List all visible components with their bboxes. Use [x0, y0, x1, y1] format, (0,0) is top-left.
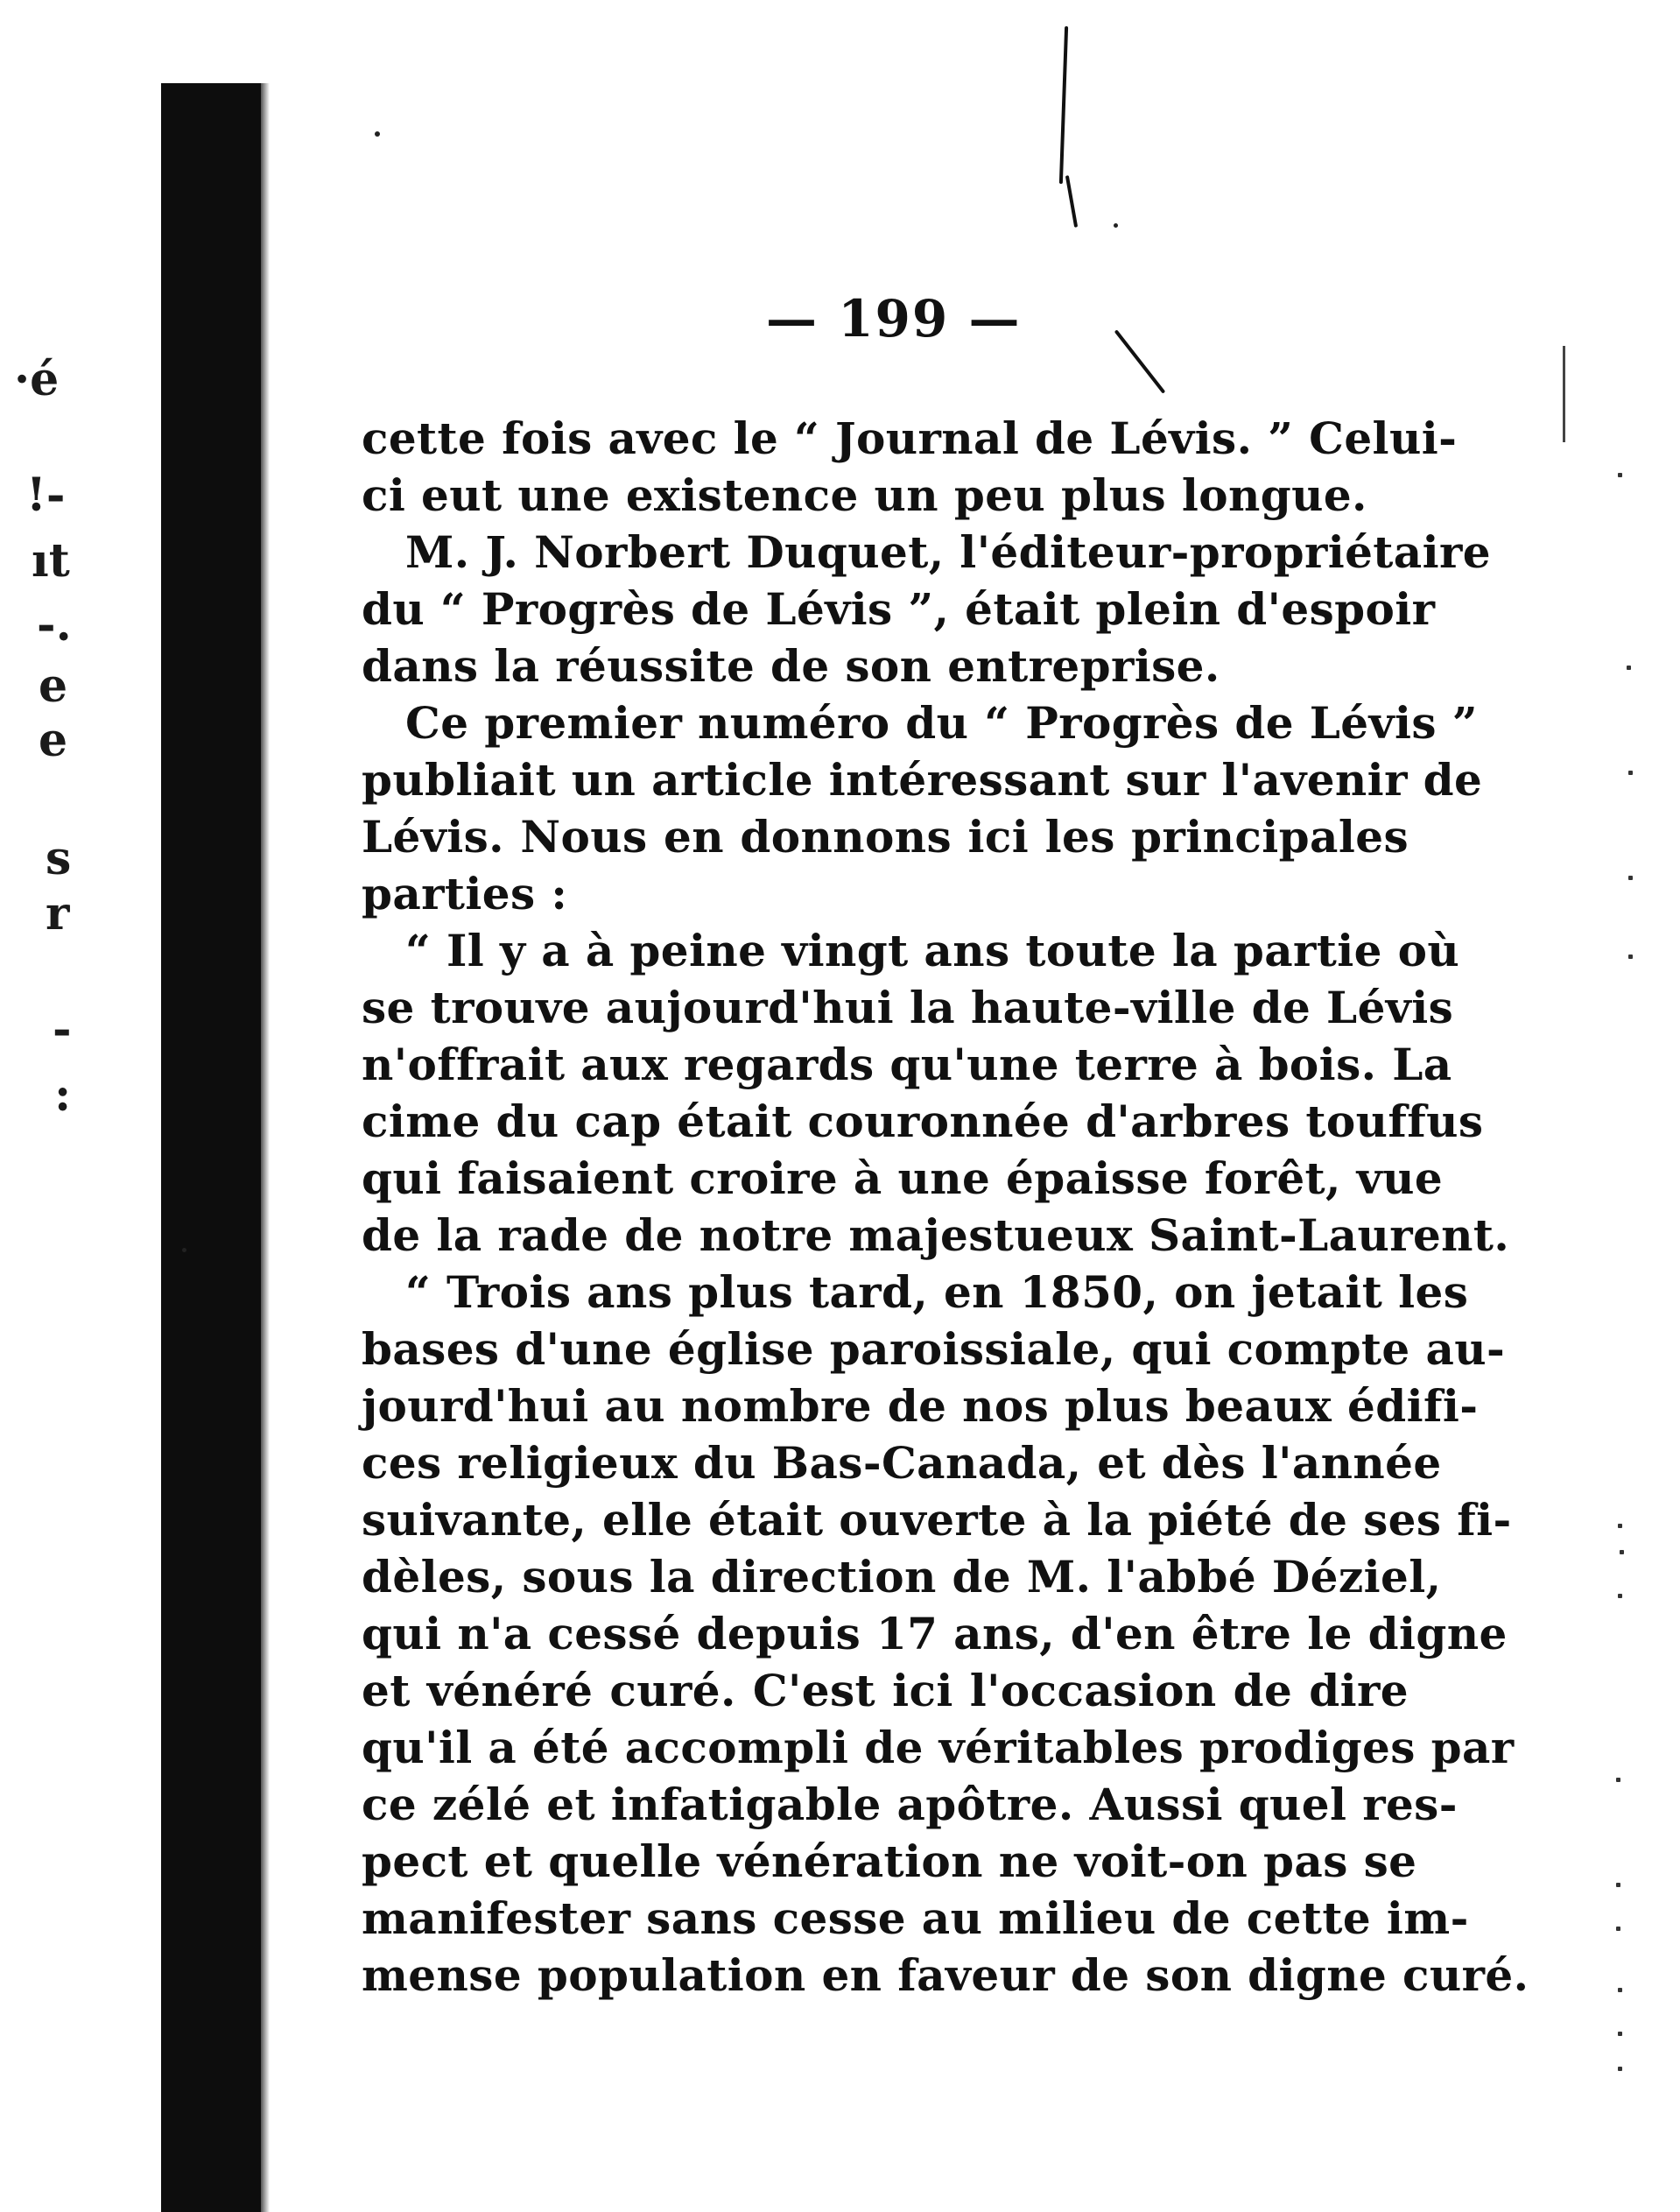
- text-line: suivante, elle était ouverte à la piété de ses fi-: [362, 1494, 1512, 1546]
- binding-shadow: [161, 83, 261, 2212]
- margin-fragment: e: [39, 659, 68, 713]
- margin-fragment: e: [39, 714, 68, 767]
- text-line: dans la réussite de son entreprise.: [362, 640, 1220, 692]
- text-line: qui n'a cessé depuis 17 ans, d'en être le digne: [362, 1608, 1508, 1659]
- text-line: parties :: [362, 868, 568, 919]
- text-line: manifester sans cesse au milieu de cette im-: [362, 1892, 1469, 1944]
- edge-artifact: [1616, 1883, 1620, 1887]
- ink-stroke: [1059, 26, 1068, 184]
- text-line: ce zélé et infatigable apôtre. Aussi quel res-: [362, 1779, 1458, 1830]
- margin-fragment: ıt: [32, 534, 70, 588]
- margin-fragment: !-: [26, 468, 66, 522]
- body-text: [362, 410, 1529, 2004]
- text-line: cime du cap était couronnée d'arbres touffus: [362, 1095, 1484, 1147]
- text-line: M. J. Norbert Duquet, l'éditeur-propriétaire: [405, 526, 1491, 578]
- edge-artifact: [1618, 1988, 1622, 1992]
- text-line: du “ Progrès de Lévis ”, était plein d'espoir: [362, 583, 1436, 635]
- edge-artifact: [1616, 1778, 1620, 1782]
- text-line: publiait un article intéressant sur l'avenir de: [362, 754, 1483, 806]
- edge-artifact: [1620, 1550, 1624, 1554]
- edge-artifact: [1628, 955, 1633, 959]
- margin-fragment: -.: [37, 598, 72, 652]
- text-line: mense population en faveur de son digne curé.: [362, 1949, 1529, 2001]
- text-line: Lévis. Nous en donnons ici les principales: [362, 811, 1409, 863]
- text-line: bases d'une église paroissiale, qui compte au-: [362, 1323, 1506, 1375]
- text-line: et vénéré curé. C'est ici l'occasion de dire: [362, 1665, 1409, 1716]
- paper-speck: [1114, 223, 1118, 228]
- text-line: jourd'hui au nombre de nos plus beaux édifi-: [362, 1380, 1479, 1432]
- text-line: Ce premier numéro du “ Progrès de Lévis ”: [405, 697, 1478, 749]
- text-line: qu'il a été accompli de véritables prodiges par: [362, 1722, 1515, 1773]
- edge-artifact: [1618, 2067, 1622, 2071]
- margin-fragment: :: [54, 1068, 72, 1122]
- text-line: pect et quelle vénération ne voit-on pas se: [362, 1835, 1417, 1887]
- text-line: “ Trois ans plus tard, en 1850, on jetait les: [405, 1266, 1469, 1318]
- text-line: cette fois avec le “ Journal de Lévis. ” Celui-: [362, 412, 1458, 464]
- edge-artifact: [1618, 1524, 1622, 1528]
- text-line: “ Il y a à peine vingt ans toute la partie où: [405, 925, 1460, 976]
- paper-speck: [375, 131, 380, 137]
- paper-speck: [182, 1248, 186, 1252]
- edge-artifact: [1563, 346, 1565, 442]
- text-line: ces religieux du Bas-Canada, et dès l'année: [362, 1437, 1442, 1489]
- text-line: de la rade de notre majestueux Saint-Laurent.: [362, 1209, 1510, 1261]
- text-line: qui faisaient croire à une épaisse forêt, vue: [362, 1152, 1444, 1204]
- page-number: — 199 —: [766, 289, 1022, 349]
- margin-fragment: -: [53, 1003, 72, 1056]
- text-line: se trouve aujourd'hui la haute-ville de Lévis: [362, 982, 1454, 1033]
- edge-artifact: [1628, 771, 1633, 775]
- margin-fragment: s: [46, 832, 72, 885]
- edge-artifact: [1616, 1927, 1620, 1931]
- edge-artifact: [1618, 473, 1622, 477]
- text-line: ci eut une existence un peu plus longue.: [362, 469, 1367, 521]
- edge-artifact: [1628, 876, 1633, 880]
- ink-stroke: [1114, 329, 1166, 393]
- margin-fragment: r: [46, 887, 70, 940]
- text-line: n'offrait aux regards qu'une terre à bois. La: [362, 1039, 1452, 1090]
- text-line: dèles, sous la direction de M. l'abbé Déziel,: [362, 1551, 1442, 1603]
- margin-fragment: ·é: [14, 353, 60, 406]
- edge-artifact: [1618, 1594, 1622, 1598]
- ink-stroke: [1065, 175, 1078, 228]
- binding-shadow-edge: [261, 83, 270, 2212]
- edge-artifact: [1627, 666, 1631, 670]
- edge-artifact: [1618, 2032, 1622, 2036]
